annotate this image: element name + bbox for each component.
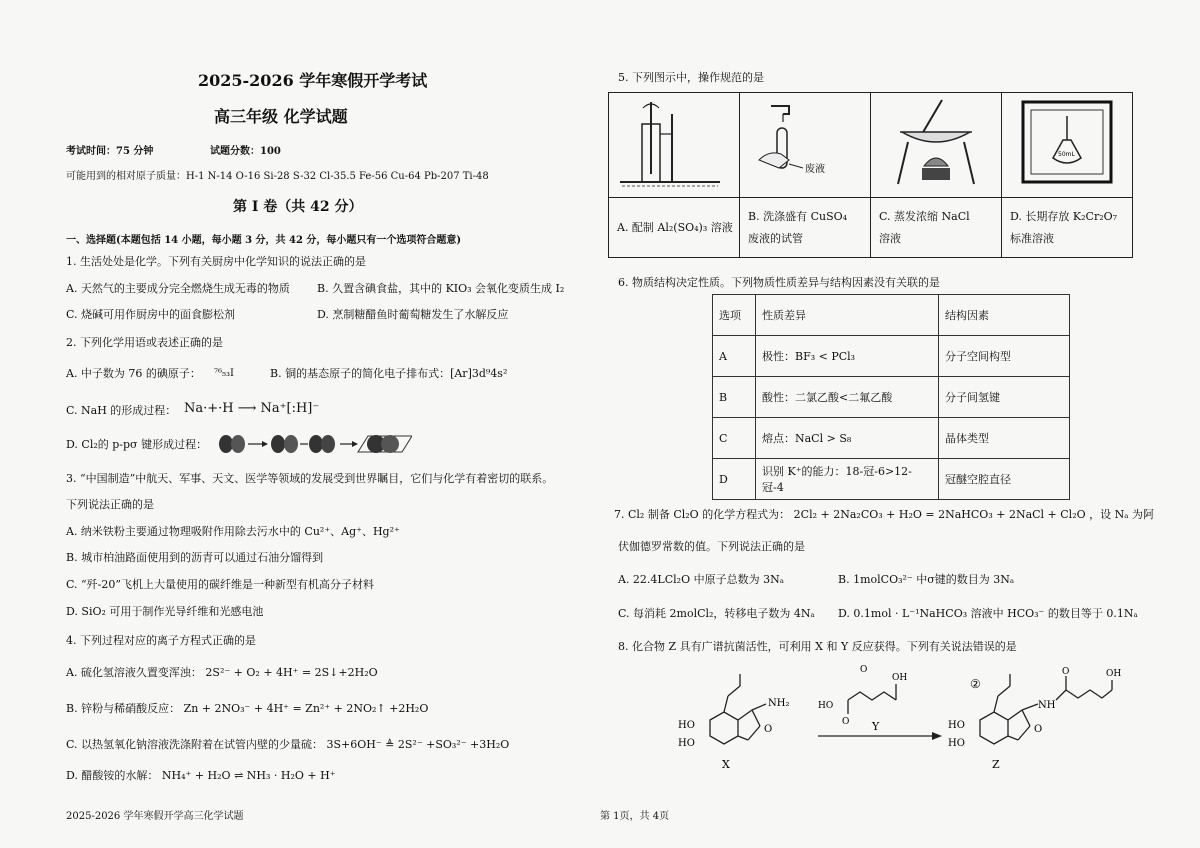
q6-header-option: 选项 — [713, 295, 756, 336]
q5-image-d — [1002, 93, 1133, 198]
q6-header-property: 性质差异 — [756, 295, 939, 336]
q5-option-a: A. 配制 Al₂(SO₄)₃ 溶液 — [609, 198, 740, 258]
volumetric-flask-stirring-icon — [610, 94, 738, 192]
y-label: Y — [872, 720, 880, 733]
q5-image-b — [740, 93, 871, 198]
part-one-heading: 一、选择题(本题包括 14 小题，每小题 3 分，共 42 分，每小题只有一个选项符合题意) — [66, 235, 462, 246]
q6-stem: 6. 物质结构决定性质。下列物质性质差异与结构因素没有关联的是 — [618, 276, 940, 289]
q2-option-d: D. Cl₂的 p-pσ 键形成过程： — [66, 438, 208, 451]
z-ho-label-1: HO — [948, 720, 965, 731]
x-ho-label-2: HO — [678, 738, 695, 749]
q4-option-d: D. 醋酸铵的水解： NH₄⁺ + H₂O ⇌ NH₃ · H₂O + H⁺ — [66, 769, 336, 782]
q8-stem: 8. 化合物 Z 具有广谱抗菌活性，可利用 X 和 Y 反应获得。下列有关说法错误的是 — [618, 640, 1017, 653]
q5-image-c — [871, 93, 1002, 198]
x-label: X — [722, 758, 730, 771]
q1-option-a: A. 天然气的主要成分完全燃烧生成无毒的物质 — [66, 282, 290, 295]
footer-left: 2025-2026 学年寒假开学高三化学试题 — [66, 811, 244, 822]
exam-title: 2025-2026 学年寒假开学考试 — [198, 71, 428, 90]
q2-option-b: B. 铜的基态原子的简化电子排布式：[Ar]3d⁹4s² — [270, 367, 508, 380]
z-nh-label: NH — [1038, 700, 1056, 711]
q7-option-d: D. 0.1mol · L⁻¹NaHCO₃ 溶液中 HCO₃⁻ 的数目等于 0.1Nₐ — [838, 607, 1138, 620]
z-ho-label-2: HO — [948, 738, 965, 749]
z-circle-2-label: ② — [970, 677, 981, 691]
q5-option-d: D. 长期存放 K₂Cr₂O₇ 标准溶液 — [1002, 198, 1133, 258]
q7-option-c: C. 每消耗 2molCl₂，转移电子数为 4Nₐ — [618, 607, 815, 620]
x-ho-label-1: HO — [678, 720, 695, 731]
stored-flask-icon — [1003, 94, 1131, 192]
q6-header-structure: 结构因素 — [939, 295, 1070, 336]
q1-stem: 1. 生活处处是化学。下列有关厨房中化学知识的说法正确的是 — [66, 255, 366, 268]
q5-operations-table — [608, 92, 1133, 258]
q3-stem-line1: 3. “中国制造”中航天、军事、天文、医学等领域的发展受到世界瞩目，它们与化学有着密切的联系。 — [66, 472, 554, 485]
exam-subtitle: 高三年级 化学试题 — [214, 107, 348, 126]
exam-time: 考试时间：75 分钟 — [66, 146, 154, 157]
z-carbonyl-o-label: O — [1034, 724, 1043, 735]
waste-liquid-label: 废液 — [805, 164, 825, 175]
q1-option-b: B. 久置含碘食盐，其中的 KIO₃ 会氧化变质生成 I₂ — [317, 282, 565, 295]
evaporating-dish-icon — [872, 94, 1000, 192]
q4-option-b: B. 锌粉与稀硝酸反应： Zn + 2NO₃⁻ + 4H⁺ = Zn²⁺ + 2NO₂↑ +2H₂O — [66, 702, 429, 715]
q7-stem-line1: 7. Cl₂ 制备 Cl₂O 的化学方程式为： 2Cl₂ + 2Na₂CO₃ + H₂O = 2NaHCO₃ + 2NaCl + Cl₂O ，设 Nₐ 为阿 — [614, 508, 1154, 521]
y-ho-label: HO — [818, 701, 834, 711]
y-oh-label-1: OH — [892, 673, 908, 683]
q6-row-a: A 极性：BF₃ < PCl₃ 分子空间构型 — [713, 336, 1070, 377]
q5-option-c: C. 蒸发浓缩 NaCl 溶液 — [871, 198, 1002, 258]
q3-stem-line2: 下列说法正确的是 — [66, 498, 154, 511]
q6-table — [712, 294, 1070, 500]
q8-reaction-scheme — [670, 660, 1140, 780]
exam-score: 试题分数：100 — [210, 146, 281, 157]
q2-stem: 2. 下列化学用语或表述正确的是 — [66, 336, 223, 349]
q5-option-b: B. 洗涤盛有 CuSO₄ 废液的试管 — [740, 198, 871, 258]
q5-image-a — [609, 93, 740, 198]
q7-stem-line2: 伏伽德罗常数的值。下列说法正确的是 — [618, 540, 805, 553]
q3-option-d: D. SiO₂ 可用于制作光导纤维和光感电池 — [66, 605, 264, 618]
q4-stem: 4. 下列过程对应的离子方程式正确的是 — [66, 634, 256, 647]
x-carbonyl-o-label: O — [764, 724, 773, 735]
z-oh-label: OH — [1106, 669, 1122, 679]
q4-option-a: A. 硫化氢溶液久置变浑浊： 2S²⁻ + O₂ + 4H⁺ = 2S↓+2H₂O — [66, 666, 378, 679]
test-tube-washing-icon — [741, 94, 869, 192]
q2-option-a: A. 中子数为 76 的碘原子： — [66, 367, 201, 380]
flask-volume-label: 50mL — [1058, 151, 1075, 158]
x-nh2-label: NH₂ — [768, 698, 790, 709]
y-o-label-1: O — [842, 717, 850, 727]
q6-row-c: C 熔点：NaCl > S₈ 晶体类型 — [713, 418, 1070, 459]
q3-option-b: B. 城市柏油路面使用到的沥青可以通过石油分馏得到 — [66, 551, 324, 564]
q6-row-d: D 识别 K⁺的能力：18-冠-6>12-冠-4 冠醚空腔直径 — [713, 459, 1070, 500]
z-label: Z — [992, 758, 1000, 771]
q5-stem: 5. 下列图示中，操作规范的是 — [618, 71, 764, 84]
q1-option-c: C. 烧碱可用作厨房中的面食膨松剂 — [66, 308, 236, 321]
q6-row-b: B 酸性：二氯乙酸<二氟乙酸 分子间氢键 — [713, 377, 1070, 418]
q2-option-c-formula: Na·+·H ⟶ Na⁺[:H]⁻ — [184, 401, 320, 416]
q2-option-c: C. NaH 的形成过程： — [66, 404, 177, 417]
q6-header-row — [713, 295, 1070, 336]
p-p-sigma-bond-diagram — [212, 428, 412, 460]
z-amide-o-label: O — [1062, 667, 1070, 677]
q4-option-c: C. 以热氢氧化钠溶液洗涤附着在试管内壁的少量硫： 3S+6OH⁻ ≜ 2S²⁻ +SO₃²⁻ +3H₂O — [66, 738, 510, 751]
q3-option-a: A. 纳米铁粉主要通过物理吸附作用除去污水中的 Cu²⁺、Ag⁺、Hg²⁺ — [66, 525, 400, 538]
q7-option-a: A. 22.4LCl₂O 中原子总数为 3Nₐ — [618, 573, 784, 586]
section-heading: 第 I 卷（共 42 分） — [233, 199, 363, 215]
q2-option-a-formula: ⁷⁶₅₃I — [214, 368, 234, 379]
q7-option-b: B. 1molCO₃²⁻ 中σ键的数目为 3Nₐ — [838, 573, 1015, 586]
y-o-label-2: O — [860, 665, 868, 675]
q1-option-d: D. 烹制糖醋鱼时葡萄糖发生了水解反应 — [317, 308, 509, 321]
q3-option-c: C. “歼-20”飞机上大量使用的碳纤维是一种新型有机高分子材料 — [66, 578, 374, 591]
atomic-masses: 可能用到的相对原子质量：H-1 N-14 O-16 Si-28 S-32 Cl-35.5 Fe-56 Cu-64 Pb-207 Ti-48 — [66, 171, 489, 182]
page-number: 第 1页，共 4页 — [600, 811, 670, 822]
